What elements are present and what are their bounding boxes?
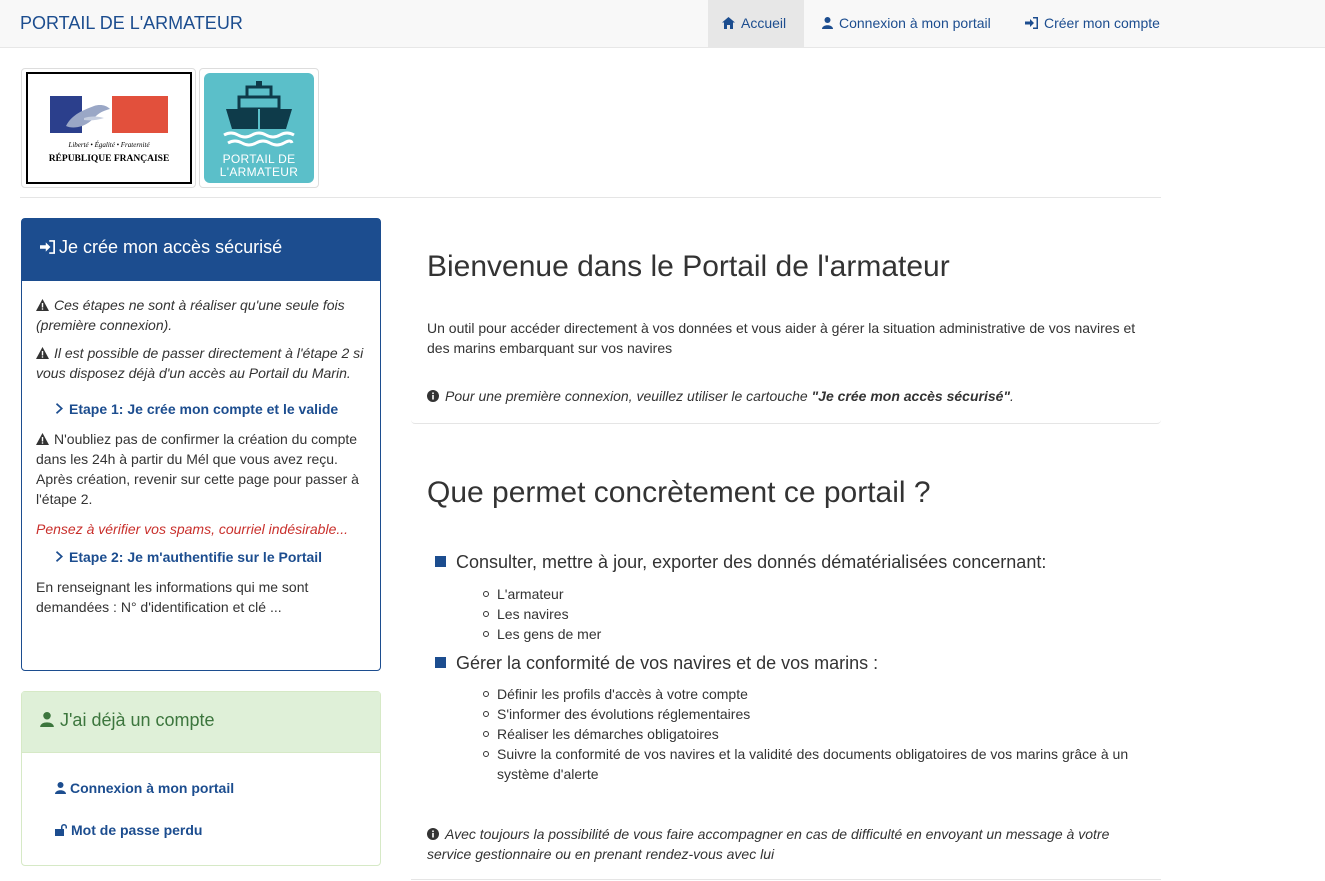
step2-label: Etape 2: Je m'authentifie sur le Portail [69,549,323,565]
list-item: Réaliser les démarches obligatoires [497,724,1147,744]
brand-link[interactable]: PORTAIL DE L'ARMATEUR [20,13,243,33]
features-group1-label: Consulter, mettre à jour, exporter des donnés dématérialisées concernant: [456,552,1047,572]
warning-once-text: Ces étapes ne sont à réaliser qu'une seule fois (première connexion). [36,297,345,333]
create-access-body [22,281,380,617]
features-group2-list [497,684,1147,784]
step1-link[interactable] [56,399,366,419]
warning-confirm-text: N'oubliez pas de confirmer la création du compte dans les 24h à partir du Mél que vous avez reçu. Après création, revenir sur cette page pour passer à l'étape 2. [36,431,359,507]
nav-accueil[interactable] [708,0,804,47]
list-item: L'armateur [497,584,601,604]
top-navbar [0,0,1325,48]
user-icon [55,782,66,794]
info-icon [427,390,439,402]
features-footer [427,824,1147,864]
user-icon [822,17,833,29]
features-group2 [435,653,878,674]
welcome-info-bold: "Je crée mon accès sécurisé" [811,388,1011,404]
warning-icon [36,433,49,445]
nav-connexion[interactable] [808,0,1005,47]
ship-icon [204,73,314,153]
lost-password-label: Mot de passe perdu [71,822,203,838]
marianne-flag-icon [28,74,194,134]
step2-link[interactable] [56,547,366,567]
warning-confirm [36,429,366,509]
square-bullet-icon [435,556,446,567]
features-group1-list [497,584,601,644]
warning-skip [36,343,366,383]
nav-accueil-label: Accueil [741,15,787,31]
list-item: Suivre la conformité de vos navires et la validité des documents obligatoires de vos marins grâce à un système d'alerte [497,744,1147,784]
features-group1 [435,552,1046,573]
chevron-right-icon [56,551,63,562]
list-item: Les navires [497,604,601,624]
features-section-divider [411,879,1161,880]
list-item: S'informer des évolutions réglementaires [497,704,1147,724]
info-icon [427,828,439,840]
nav-creer-compte-label: Créer mon compte [1044,15,1160,31]
existing-account-panel [21,691,381,866]
warning-once [36,295,366,335]
welcome-info-suffix: . [1010,388,1014,404]
square-bullet-icon [435,657,446,668]
rf-name: RÉPUBLIQUE FRANÇAISE [48,154,170,164]
rf-motto: Liberté • Égalité • Fraternité [68,141,150,149]
warning-icon [36,299,49,311]
home-icon [722,17,735,29]
login-link[interactable] [55,780,234,796]
portail-logo-line2: L'ARMATEUR [219,165,299,179]
welcome-title: Bienvenue dans le Portail de l'armateur [427,250,950,283]
portail-logo-line1: PORTAIL DE [222,152,296,166]
sign-in-icon [1025,17,1038,29]
list-item: Les gens de mer [497,626,602,642]
step1-label: Etape 1: Je crée mon compte et le valide [69,401,339,417]
chevron-right-icon [56,403,63,414]
nav-connexion-label: Connexion à mon portail [839,15,991,31]
warning-icon [36,347,49,359]
warning-skip-text: Il est possible de passer directement à l'étape 2 si vous disposez déjà d'un accès au Portail du Marin. [36,345,364,381]
login-link-label: Connexion à mon portail [70,780,235,796]
create-access-panel [21,218,381,671]
existing-account-title: J'ai déjà un compte [60,710,215,730]
header-divider [20,197,1161,198]
existing-account-heading [22,692,380,753]
spam-notice: Pensez à vérifier vos spams, courriel indésirable... [36,521,349,537]
portail-logo-tile [204,73,314,183]
features-title: Que permet concrètement ce portail ? [427,476,931,509]
lost-password-link[interactable] [55,822,202,838]
nav-creer-compte[interactable] [1011,0,1174,47]
unlock-icon [55,824,67,836]
list-item: Définir les profils d'accès à votre compte [497,684,1147,704]
portail-armateur-logo [199,68,319,188]
rf-logo-frame [26,72,192,184]
republique-francaise-logo [21,68,196,188]
user-icon [40,712,54,727]
welcome-intro: Un outil pour accéder directement à vos données et vous aider à gérer la situation administrative de vos navires et des marins embarquant sur vos navires [427,320,1136,356]
sign-in-icon [40,240,55,254]
step2-description: En renseignant les informations qui me sont demandées : N° d'identification et clé ... [36,579,309,615]
portail-logo-text [204,153,314,179]
welcome-info-prefix: Pour une première connexion, veuillez utiliser le cartouche [445,388,812,404]
welcome-info [427,388,1147,404]
create-access-heading [22,219,380,281]
features-footer-text: Avec toujours la possibilité de vous faire accompagner en cas de difficulté en envoyant un message à votre service gestionnaire ou en prenant rendez-vous avec lui [427,826,1110,862]
features-group2-label: Gérer la conformité de vos navires et de vos marins : [456,653,879,673]
create-access-title: Je crée mon accès sécurisé [59,237,283,257]
